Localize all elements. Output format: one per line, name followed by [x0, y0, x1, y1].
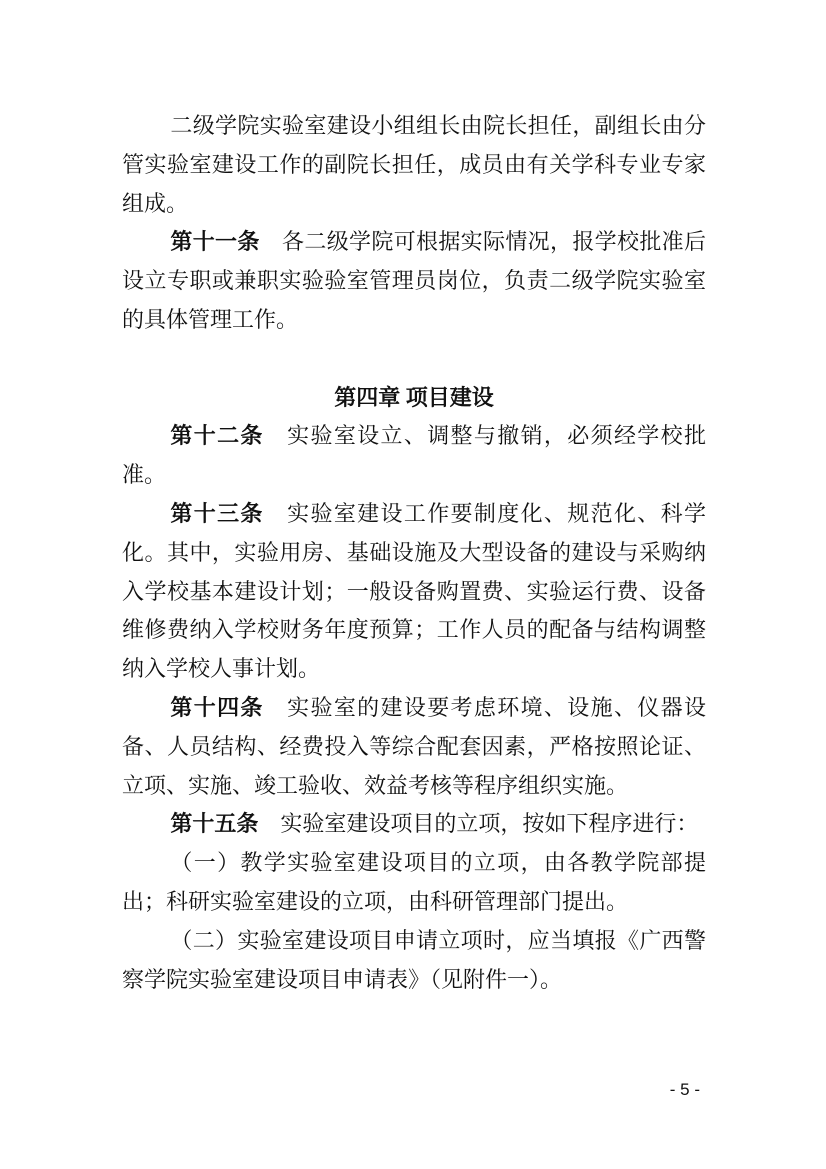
- article-14-text: 实验室的建设要考虑环境、设施、仪器设备、人员结构、经费投入等综合配套因素，严格按照论证、立项、实施、竣工验收、效益考核等程序组织实施。: [122, 694, 706, 798]
- article-11-text: 各二级学院可根据实际情况，报学校批准后设立专职或兼职实验验室管理员岗位，负责二级学院实验室的具体管理工作。: [122, 229, 706, 332]
- chapter-heading: 第四章 项目建设: [334, 384, 494, 410]
- article-11-number: 第十一条: [170, 229, 260, 255]
- paragraph-article-13: [122, 495, 706, 689]
- item-1-text: （一）教学实验室建设项目的立项，由各教学院部提出；科研实验室建设的立项，由科研管理部门提出。: [122, 850, 706, 914]
- paragraph-article-12: [122, 417, 706, 495]
- blank-line: [122, 340, 706, 379]
- article-15-number: 第十五条: [170, 811, 259, 837]
- paragraph-intro-text: 二级学院实验室建设小组组长由院长担任，副组长由分管实验室建设工作的副院长担任，成员由有关学科专业专家组成。: [122, 113, 706, 216]
- page-footer: [122, 1080, 700, 1100]
- item-2-text: （二）实验室建设项目申请立项时，应当填报《广西警察学院实验室建设项目申请表》（见附件一）。: [122, 927, 706, 992]
- paragraph-intro: [122, 107, 706, 223]
- article-12-number: 第十二条: [170, 423, 264, 449]
- document-body: [122, 107, 706, 999]
- paragraph-article-14: [122, 689, 706, 805]
- article-15-text: 实验室建设项目的立项，按如下程序进行：: [258, 811, 699, 837]
- article-13-text: 实验室建设工作要制度化、规范化、科学化。其中，实验用房、基础设施及大型设备的建设与采购纳入学校基本建设计划；一般设备购置费、实验运行费、设备维修费纳入学校财务年度预算；工作人员的配备与结构调整纳入学校人事计划。: [122, 500, 706, 682]
- paragraph-article-15: [122, 805, 706, 844]
- article-14-number: 第十四条: [170, 694, 264, 720]
- paragraph-item-1: [122, 844, 706, 922]
- article-12-text: 实验室设立、调整与撤销，必须经学校批准。: [122, 423, 706, 488]
- article-13-number: 第十三条: [170, 500, 264, 526]
- paragraph-item-2: [122, 922, 706, 1000]
- paragraph-article-11: [122, 223, 706, 339]
- page-number: - 5 -: [669, 1080, 700, 1099]
